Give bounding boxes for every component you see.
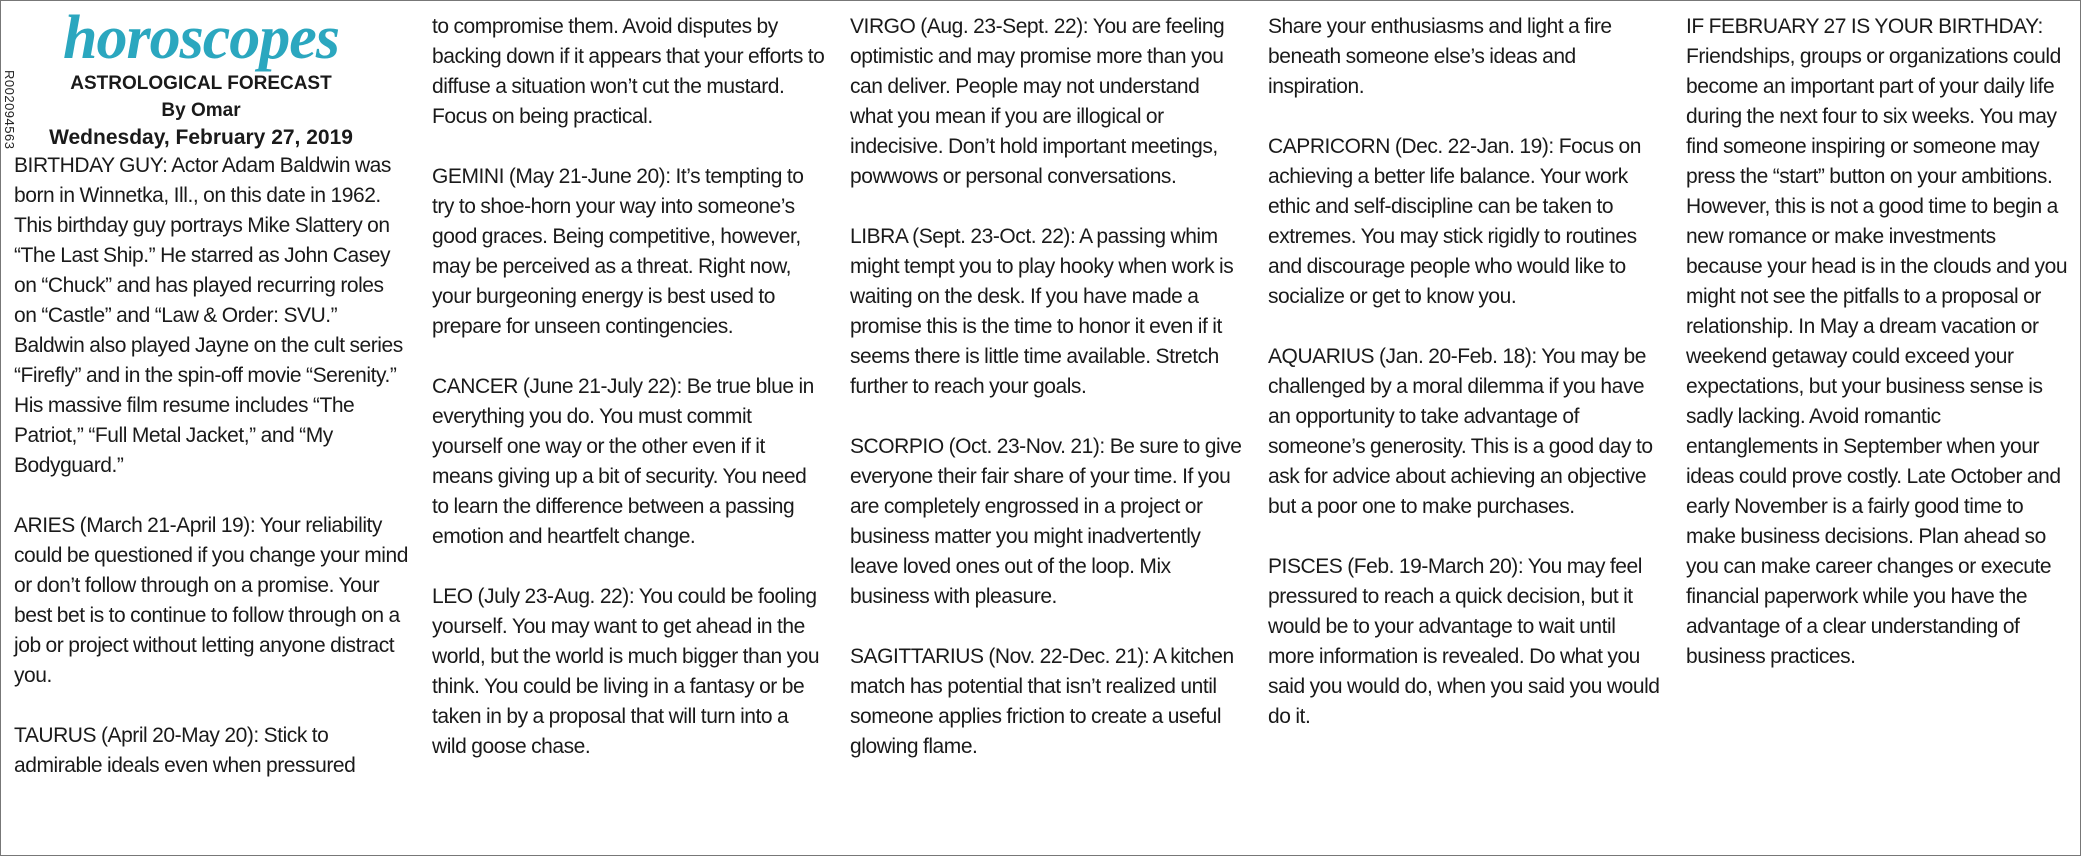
sagittarius-text-start: SAGITTARIUS (Nov. 22-Dec. 21): A kitchen match has potential that isn’t realized until someone applies friction to create a useful glowing flame. [850, 645, 1234, 758]
virgo-text: VIRGO (Aug. 23-Sept. 22): You are feeling optimistic and may promise more than you can deliver. People may not understand what you mean if you are illogical or indecisive. Don’t hold important meetings, powwows or personal conversations. [850, 15, 1225, 188]
cancer-text: CANCER (June 21-July 22): Be true blue in everything you do. You must commit yourself one way or the other even if it means giving up a bit of security. You need to learn the difference between a passing emotion and heartfelt change. [432, 375, 814, 548]
column-5 [1672, 0, 2083, 858]
side-code: R002094563 [2, 70, 17, 150]
capricorn-text: CAPRICORN (Dec. 22-Jan. 19): Focus on achieving a better life balance. Your work ethic and self-discipline can be taken to extremes. You may stick rigidly to routines and discourage people who would like to socialize or get to know you. [1268, 135, 1641, 308]
taurus-text-start: TAURUS (April 20-May 20): Stick to admirable ideals even when pressured [14, 724, 356, 777]
column-2 [418, 0, 836, 858]
scorpio-text: SCORPIO (Oct. 23-Nov. 21): Be sure to give everyone their fair share of your time. If you are completely engrossed in a project or business matter you might inadvertently leave loved ones out of the loop. Mix business with pleasure. [850, 435, 1242, 608]
taurus-text-end: to compromise them. Avoid disputes by backing down if it appears that your efforts to diffuse a situation won’t cut the mustard. Focus on being practical. [432, 15, 825, 128]
pisces-text: PISCES (Feb. 19-March 20): You may feel pressured to reach a quick decision, but it would be to your advantage to wait until more information is revealed. Do what you said you would do, when you said you would do it. [1268, 555, 1660, 728]
column-1 [0, 0, 418, 858]
birthday-guy-text: BIRTHDAY GUY: Actor Adam Baldwin was born in Winnetka, Ill., on this date in 1962. This birthday guy portrays Mike Slattery on “The Last Ship.” He starred as John Casey on “Chuck” and has played recurring roles on “Castle” and “Law & Order: SVU.” Baldwin also played Jayne on the cult series “Firefly” and in the spin-off movie “Serenity.” His massive film resume includes “The Patriot,” “Full Metal Jacket,” and “My Bodyguard.” [14, 154, 403, 477]
byline: By Omar [161, 100, 241, 121]
aries-text: ARIES (March 21-April 19): Your reliability could be questioned if you change your mind or don’t follow through on a promise. Your best bet is to continue to follow through on a job or project without letting anyone distract you. [14, 514, 408, 687]
section-title: ASTROLOGICAL FORECAST [70, 73, 332, 94]
column-3 [836, 0, 1254, 858]
gemini-text: GEMINI (May 21-June 20): It’s tempting to try to shoe-horn your way into someone’s good graces. Being competitive, however, may be perceived as a threat. Right now, your burgeoning energy is best used to prepare for unseen contingencies. [432, 165, 804, 338]
aquarius-text: AQUARIUS (Jan. 20-Feb. 18): You may be challenged by a moral dilemma if you have an opportunity to take advantage of someone’s generosity. This is a good day to ask for advice about achieving an objective but a poor one to make purchases. [1268, 345, 1653, 518]
publication-date: Wednesday, February 27, 2019 [49, 126, 353, 149]
your-birthday-text: IF FEBRUARY 27 IS YOUR BIRTHDAY: Friendships, groups or organizations could become an important part of your daily life during the next four to six weeks. You may find someone inspiring or someone may press the “start” button on your ambitions. However, this is not a good time to begin a new romance or make investments because your head is in the clouds and you might not see the pitfalls to a proposal or relationship. In May a dream vacation or weekend getaway could exceed your expectations, but your business sense is sadly lacking. Avoid romantic entanglements in September when your ideas could prove costly. Late October and early November is a fairly good time to make business decisions. Plan ahead so you can make career changes or execute financial paperwork while you have the advantage of a clear understanding of business practices. [1686, 15, 2068, 668]
leo-text: LEO (July 23-Aug. 22): You could be fooling yourself. You may want to get ahead in the world, but the world is much bigger than you think. You could be living in a fantasy or be taken in by a proposal that will turn into a wild goose chase. [432, 585, 820, 758]
sagittarius-text-end: Share your enthusiasms and light a fire beneath someone else’s ideas and inspiration. [1268, 15, 1612, 98]
masthead [14, 70, 408, 151]
column-4 [1254, 0, 1672, 858]
libra-text: LIBRA (Sept. 23-Oct. 22): A passing whim might tempt you to play hooky when work is waiting on the desk. If you have made a promise this is the time to honor it even if it seems there is little time available. Stretch further to reach your goals. [850, 225, 1234, 398]
horoscopes-logo: horoscopes [63, 4, 339, 72]
